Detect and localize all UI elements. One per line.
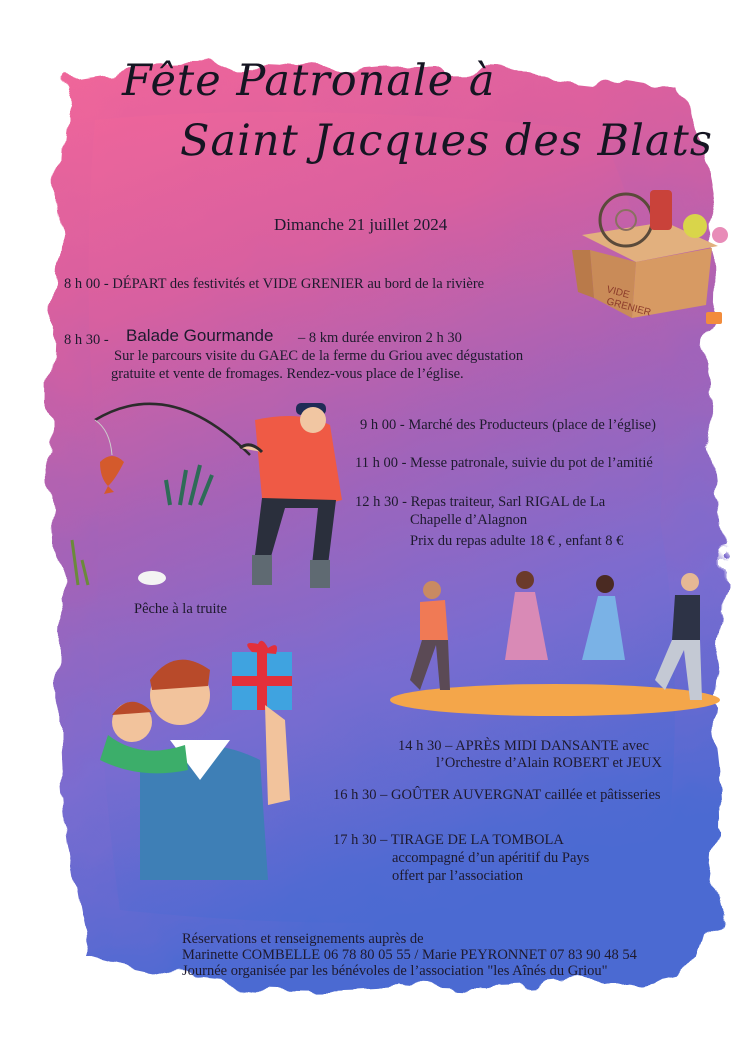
program-item-marche: 9 h 00 - Marché des Producteurs (place de l’église) [360, 417, 656, 433]
svg-text:GRENIER: GRENIER [605, 296, 653, 319]
program-item-repas-price: Prix du repas adulte 18 € , enfant 8 € [410, 533, 624, 549]
program-item-balade-desc1: Sur le parcours visite du GAEC de la ferme du Griou avec dégustation [114, 348, 524, 364]
program-item-balade-desc2: gratuite et vente de fromages. Rendez-vous place de l’église. [111, 366, 464, 382]
program-item-tombola: 17 h 30 – TIRAGE DE LA TOMBOLA [333, 832, 564, 848]
program-item-balade-title: Balade Gourmande [126, 326, 274, 345]
event-title-line1: Fête Patronale à [122, 56, 496, 106]
dancers-illustration [390, 571, 720, 716]
fishing-caption: Pêche à la truite [134, 601, 227, 617]
program-item-gouter: 16 h 30 – GOÛTER AUVERGNAT caillée et pâtisseries [333, 787, 661, 803]
svg-text:VIDE: VIDE [605, 284, 631, 301]
program-item-messe: 11 h 00 - Messe patronale, suivie du pot de l’amitié [355, 455, 653, 471]
footer-organisation: Journée organisée par les bénévoles de l’association "les Aînés du Griou" [182, 963, 608, 979]
program-item-repas-place: Chapelle d’Alagnon [410, 512, 528, 528]
fisherman-illustration [72, 403, 342, 588]
program-item-dansante: 14 h 30 – APRÈS MIDI DANSANTE avec [398, 738, 649, 754]
program-item-balade-time: 8 h 30 - [64, 332, 109, 348]
program-item-dansante-orchestre: l’Orchestre d’Alain ROBERT et JEUX [436, 755, 662, 771]
footer-reservations: Réservations et renseignements auprès de [182, 931, 424, 947]
program-item-depart: 8 h 00 - DÉPART des festivités et VIDE GRENIER au bord de la rivière [64, 276, 485, 292]
cardboard-box-illustration [572, 190, 728, 324]
father-son-gift-illustration [100, 641, 292, 880]
program-item-repas: 12 h 30 - Repas traiteur, Sarl RIGAL de La [355, 494, 606, 510]
footer-contacts: Marinette COMBELLE 06 78 80 05 55 / Marie PEYRONNET 07 83 90 48 54 [182, 947, 637, 963]
event-title-line2: Saint Jacques des Blats [180, 116, 713, 166]
program-item-tombola-aperitif: accompagné d’un apéritif du Pays [392, 850, 590, 866]
program-item-tombola-offert: offert par l’association [392, 868, 523, 884]
event-date: Dimanche 21 juillet 2024 [274, 215, 448, 234]
program-item-balade-distance: – 8 km durée environ 2 h 30 [298, 330, 462, 346]
